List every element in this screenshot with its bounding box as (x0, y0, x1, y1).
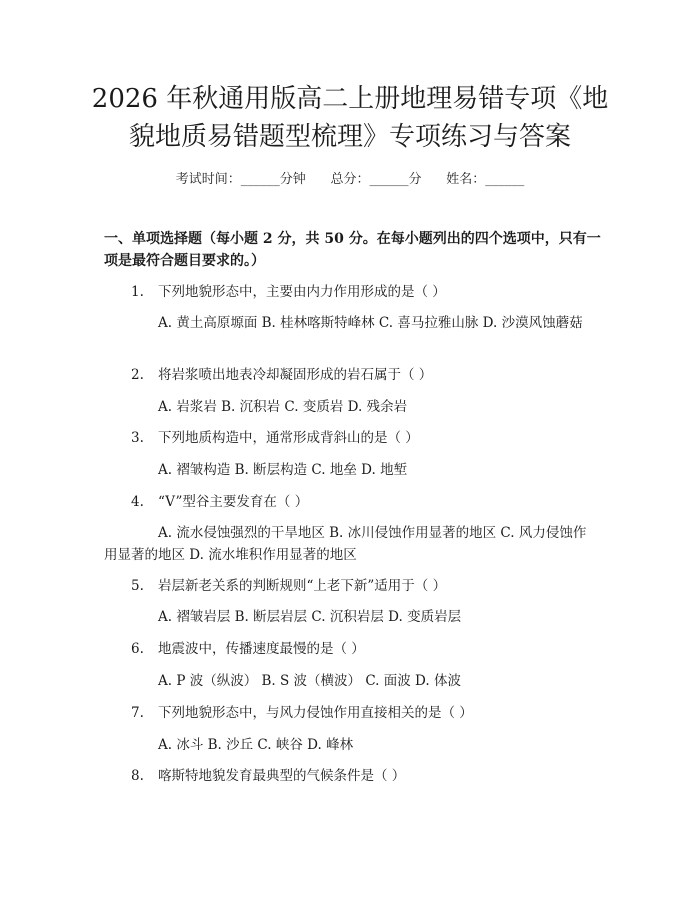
question-number: 6. (131, 641, 144, 657)
question-2 (131, 365, 601, 385)
question-3 (131, 428, 601, 448)
question-4 (131, 492, 601, 512)
question-3-options: A. 褶皱构造 B. 断层构造 C. 地垒 D. 地堑 (158, 462, 408, 478)
question-number: 1. (131, 284, 144, 300)
title-line-2: 貌地质易错题型梳理》专项练习与答案 (128, 122, 571, 152)
question-4-options: A. 流水侵蚀强烈的干旱地区 B. 冰川侵蚀作用显著的地区 C. 风力侵蚀作用显著的地区 D. 流水堆积作用显著的地区 (104, 525, 587, 563)
document-title (70, 80, 630, 156)
question-stem: 喀斯特地貌发育最典型的气候条件是（ ） (158, 768, 406, 784)
question-stem: “V”型谷主要发育在（ ） (158, 494, 309, 510)
question-6 (131, 639, 601, 659)
title-line-1: 2026 年秋通用版高二上册地理易错专项《地 (91, 84, 609, 114)
question-1 (131, 282, 601, 302)
question-1-options: A. 黄土高原塬面 B. 桂林喀斯特峰林 C. 喜马拉雅山脉 D. 沙漠风蚀蘑菇 (158, 315, 583, 331)
question-7 (131, 703, 601, 723)
question-stem: 下列地质构造中，通常形成背斜山的是（ ） (158, 430, 419, 446)
question-number: 7. (131, 705, 144, 721)
question-7-options: A. 冰斗 B. 沙丘 C. 峡谷 D. 峰林 (158, 737, 354, 753)
question-stem: 岩层新老关系的判断规则“上老下新”适用于（ ） (158, 578, 447, 594)
question-2-options: A. 岩浆岩 B. 沉积岩 C. 变质岩 D. 残余岩 (158, 399, 408, 415)
question-stem: 地震波中，传播速度最慢的是（ ） (158, 641, 365, 657)
question-stem: 将岩浆喷出地表冷却凝固形成的岩石属于（ ） (158, 367, 433, 383)
question-8 (131, 766, 601, 786)
question-number: 3. (131, 430, 144, 446)
exam-meta: 考试时间：______分钟 总分：______分 姓名：______ (175, 172, 525, 187)
section-title: 一、单项选择题（每小题 2 分，共 50 分。在每小题列出的四个选项中，只有一项是最符合题目要求的。） (104, 231, 601, 269)
question-stem: 下列地貌形态中，主要由内力作用形成的是（ ） (158, 284, 446, 300)
question-number: 8. (131, 768, 144, 784)
question-number: 5. (131, 578, 144, 594)
question-stem: 下列地貌形态中，与风力侵蚀作用直接相关的是（ ） (158, 705, 473, 721)
question-5 (131, 576, 601, 596)
question-6-options: A. P 波（纵波） B. S 波（横波） C. 面波 D. 体波 (158, 673, 461, 689)
question-5-options: A. 褶皱岩层 B. 断层岩层 C. 沉积岩层 D. 变质岩层 (158, 609, 462, 625)
question-number: 2. (131, 367, 144, 383)
question-number: 4. (131, 494, 144, 510)
